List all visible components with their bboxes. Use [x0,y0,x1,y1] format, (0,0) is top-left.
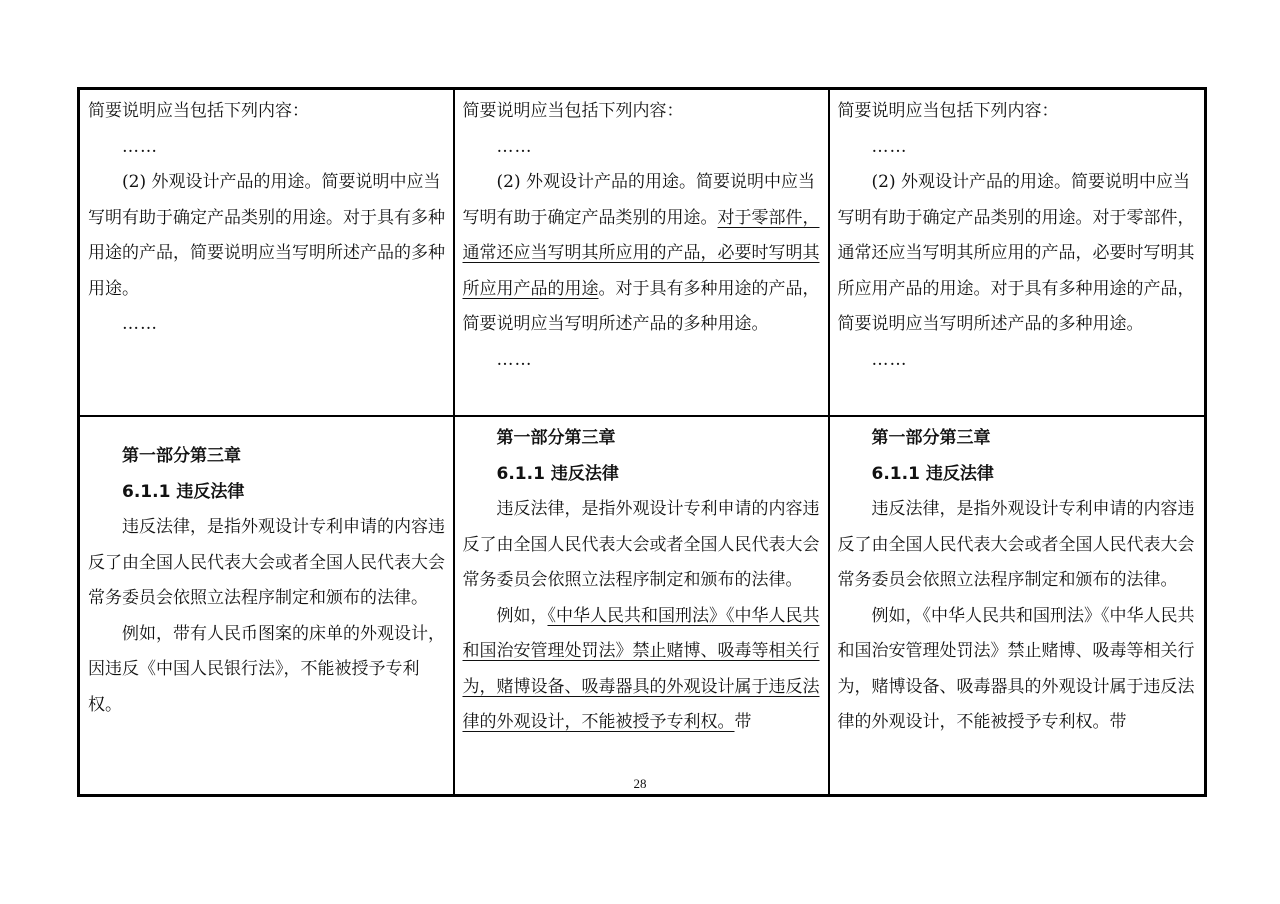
cell-original-description [79,89,454,417]
section-heading: 6.1.1 违反法律 [122,481,245,502]
example-paragraph [463,599,822,741]
ellipsis: …… [496,349,533,370]
page-number: 28 [633,776,647,791]
cell-draft-description [454,89,829,417]
cell-final-description [829,89,1206,417]
chapter-heading: 第一部分第三章 [122,446,241,466]
ellipsis: …… [496,136,533,157]
intro-text: 简要说明应当包括下列内容： [462,101,684,121]
underlined-addition: 《中华人民共和国刑法》《中华人民共和国治安管理处罚法》禁止赌博、吸毒等相关行为，赌博设备、吸毒器具的外观设计属于违反法律的外观设计，不能被授予专利权。 [462,605,820,732]
ellipsis: …… [122,136,158,157]
example-text-a: 例如， [496,605,548,626]
table-row [79,416,1206,796]
intro-text: 简要说明应当包括下列内容： [837,101,1059,121]
chapter-heading: 第一部分第三章 [496,428,616,448]
comparison-table [77,87,1207,797]
item-2-text-a: (2) 外观设计产品的用途。简要说明中应当写明有助于确定产品类别的用途。 [462,172,815,228]
chapter-heading: 第一部分第三章 [871,428,991,448]
table-row [79,89,1206,417]
cell-final-law [829,416,1206,796]
definition-paragraph: 违反法律，是指外观设计专利申请的内容违反了由全国人民代表大会或者全国人民代表大会常务委员会依照立法程序制定和颁布的法律。 [88,517,445,608]
cell-original-law [79,416,454,796]
item-2-text: (2) 外观设计产品的用途。简要说明中应当写明有助于确定产品类别的用途。对于零部件，通常还应当写明其所应用的产品，必要时写明其所应用产品的用途。对于具有多种用途的产品，简要说明应当写明所述产品的多种用途。 [837,172,1195,334]
definition-paragraph: 违反法律，是指外观设计专利申请的内容违反了由全国人民代表大会或者全国人民代表大会常务委员会依照立法程序制定和颁布的法律。 [837,499,1195,590]
section-heading: 6.1.1 违反法律 [496,463,619,484]
ellipsis: …… [122,314,158,334]
cell-draft-law [454,416,829,796]
example-text-b: 带 [734,712,752,732]
underlined-addition: 对于零部件，通常还应当写明其所应用的产品，必要时写明其所应用产品的用途 [462,207,820,299]
ellipsis: …… [871,136,908,157]
definition-paragraph: 违反法律，是指外观设计专利申请的内容违反了由全国人民代表大会或者全国人民代表大会常务委员会依照立法程序制定和颁布的法律。 [462,499,820,590]
ellipsis: …… [871,349,908,370]
example-paragraph: 例如，《中华人民共和国刑法》《中华人民共和国治安管理处罚法》禁止赌博、吸毒等相关行为，赌博设备、吸毒器具的外观设计属于违反法律的外观设计，不能被授予专利权。带 [837,605,1195,732]
item-2-text-b: 。对于具有多种用途的产品，简要说明应当写明所述产品的多种用途。 [462,278,820,334]
section-heading: 6.1.1 违反法律 [871,463,994,484]
item-2-text: (2) 外观设计产品的用途。简要说明中应当写明有助于确定产品类别的用途。对于具有多种用途的产品，简要说明应当写明所述产品的多种用途。 [88,172,445,299]
intro-text: 简要说明应当包括下列内容： [88,101,309,121]
example-paragraph: 例如，带有人民币图案的床单的外观设计，因违反《中国人民银行法》，不能被授予专利权。 [88,623,445,715]
item-2-text [463,165,822,343]
